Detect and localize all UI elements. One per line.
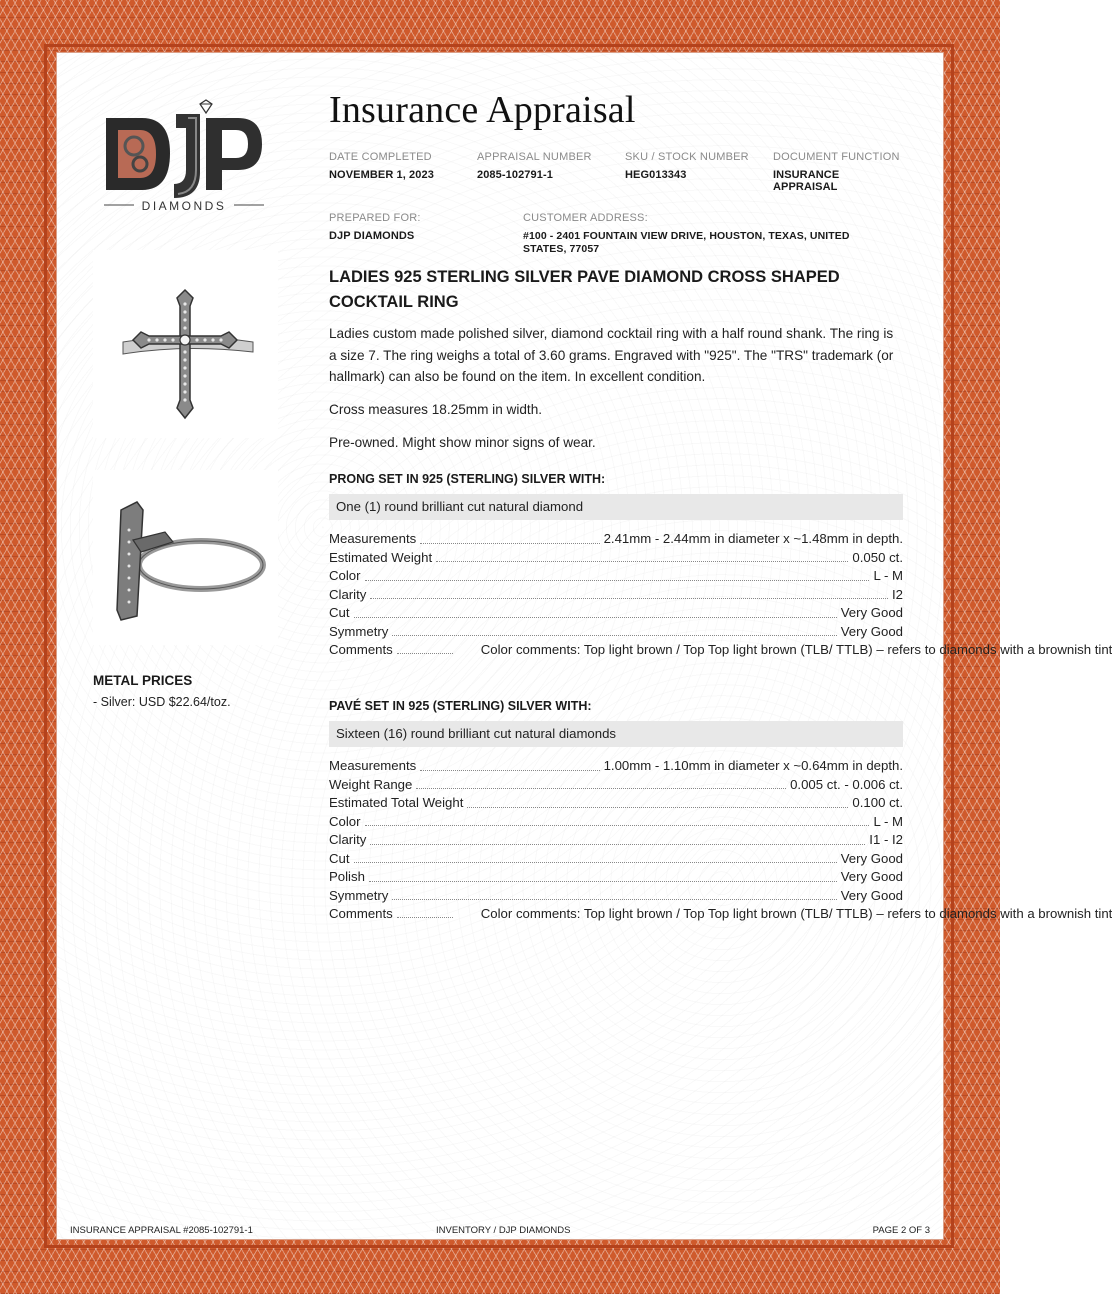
- spec-row: [329, 794, 903, 813]
- prepared-for-label: PREPARED FOR:: [329, 212, 421, 224]
- spec-value: 0.050 ct.: [852, 549, 903, 565]
- customer-address-value: #100 - 2401 FOUNTAIN VIEW DRIVE, HOUSTON, TEXAS, UNITED STATES, 77057: [523, 230, 850, 255]
- spec-label: Cut: [329, 850, 350, 866]
- page-title: Insurance Appraisal: [329, 89, 636, 131]
- spec-row: [329, 530, 903, 549]
- spec-label: Estimated Weight: [329, 549, 433, 565]
- spec-label: Clarity: [329, 586, 367, 602]
- spec-value: Very Good: [840, 850, 903, 866]
- spec-label: Measurements: [329, 758, 417, 773]
- spec-label: Comments: [329, 906, 393, 921]
- spec-label: Weight Range: [329, 776, 413, 792]
- spec-value: Very Good: [840, 605, 903, 620]
- spec-value: Color comments: Top light brown / Top Top light brown (TLB/ TTLB) – refers to diamonds with a brownish tint: [480, 642, 1112, 657]
- meta-value: NOVEMBER 1, 2023: [329, 169, 434, 181]
- meta-label: SKU / STOCK NUMBER: [625, 151, 749, 163]
- meta-value: 2085-102791-1: [477, 169, 553, 181]
- footer-appraisal-number: INSURANCE APPRAISAL #2085-102791-1: [70, 1225, 253, 1236]
- item-measurement-note: Cross measures 18.25mm in width.: [329, 402, 543, 417]
- spec-row: [329, 549, 903, 568]
- customer-address: [523, 212, 893, 256]
- spec-label: Polish: [329, 869, 365, 884]
- spec-row: [329, 868, 903, 887]
- spec-label: Comments: [329, 642, 393, 657]
- spec-row: [329, 623, 903, 642]
- page-footer: [70, 1225, 930, 1239]
- prepared-row: [329, 212, 904, 262]
- spec-row: [329, 776, 903, 795]
- prong-specs: [329, 530, 1112, 660]
- spec-value: I2: [892, 586, 903, 602]
- meta-label: DOCUMENT FUNCTION: [773, 151, 900, 163]
- spec-row: [329, 586, 903, 605]
- meta-label: APPRAISAL NUMBER: [477, 151, 592, 163]
- meta-value: INSURANCE APPRAISAL: [773, 169, 840, 193]
- spec-value: L - M: [873, 568, 903, 583]
- spec-value: I1 - I2: [869, 832, 903, 847]
- spec-label: Symmetry: [329, 887, 389, 903]
- spec-value: Color comments: Top light brown / Top Top light brown (TLB/ TTLB) – refers to diamonds with a brownish tint: [480, 906, 1112, 921]
- spec-row: [329, 850, 903, 869]
- spec-value: 0.100 ct.: [852, 795, 903, 810]
- prong-summary: One (1) round brilliant cut natural diamond: [329, 494, 903, 520]
- meta-value: HEG013343: [625, 169, 687, 181]
- spec-label: Estimated Total Weight: [329, 795, 464, 810]
- djp-diamonds-logo: [100, 98, 268, 216]
- spec-label: Cut: [329, 605, 350, 620]
- prepared-for-value: DJP DIAMONDS: [329, 230, 415, 242]
- item-description: Ladies custom made polished silver, diamond cocktail ring with a half round shank. The ring is a size 7. The ring weighs a total of 3.60 grams. Engraved with "925". The "TRS" trademark (or hallmark) can also be found on the item. In excellent condition.: [329, 326, 894, 384]
- spec-label: Color: [329, 568, 361, 583]
- prepared-for: [329, 212, 421, 242]
- item-condition-note: Pre-owned. Might show minor signs of wear.: [329, 435, 596, 450]
- meta-label: DATE COMPLETED: [329, 151, 432, 163]
- customer-address-label: CUSTOMER ADDRESS:: [523, 212, 648, 224]
- logo-subtitle: DIAMONDS: [141, 199, 227, 213]
- spec-value: Very Good: [840, 869, 903, 884]
- metal-prices-title: METAL PRICES: [93, 673, 193, 688]
- spec-label: Color: [329, 813, 361, 829]
- spec-value: Very Good: [840, 887, 903, 903]
- ring-photo-front: [93, 250, 278, 438]
- spec-row: [329, 831, 903, 850]
- spec-row-comments: [329, 641, 1112, 660]
- spec-label: Symmetry: [329, 623, 389, 639]
- pave-section-title: PAVÉ SET IN 925 (STERLING) SILVER WITH:: [329, 699, 592, 713]
- spec-value: 0.005 ct. - 0.006 ct.: [790, 776, 903, 792]
- pave-specs: [329, 757, 1112, 924]
- meta-sku: [625, 151, 749, 181]
- spec-row-comments: [329, 905, 1112, 924]
- spec-row: [329, 887, 903, 906]
- spec-row: [329, 813, 903, 832]
- pave-summary: Sixteen (16) round brilliant cut natural diamonds: [329, 721, 903, 747]
- footer-inventory: INVENTORY / DJP DIAMONDS: [436, 1225, 571, 1236]
- footer-page-number: PAGE 2 OF 3: [872, 1225, 930, 1236]
- spec-row: [329, 567, 903, 586]
- ring-photo-side: [93, 470, 278, 645]
- meta-date-completed: [329, 151, 434, 181]
- spec-value: L - M: [873, 813, 903, 829]
- meta-row: [329, 151, 904, 191]
- spec-value: Very Good: [840, 623, 903, 639]
- spec-row: [329, 604, 903, 623]
- spec-value: 2.41mm - 2.44mm in diameter x ~1.48mm in depth.: [603, 531, 903, 546]
- spec-label: Clarity: [329, 832, 367, 847]
- meta-appraisal-number: [477, 151, 592, 181]
- item-title: LADIES 925 STERLING SILVER PAVE DIAMOND CROSS SHAPED COCKTAIL RING: [329, 268, 840, 311]
- spec-value: 1.00mm - 1.10mm in diameter x ~0.64mm in depth.: [603, 758, 903, 773]
- spec-label: Measurements: [329, 531, 417, 546]
- metal-price-silver: - Silver: USD $22.64/toz.: [93, 695, 231, 709]
- meta-document-function: [773, 151, 904, 193]
- prong-section-title: PRONG SET IN 925 (STERLING) SILVER WITH:: [329, 472, 606, 486]
- spec-row: [329, 757, 903, 776]
